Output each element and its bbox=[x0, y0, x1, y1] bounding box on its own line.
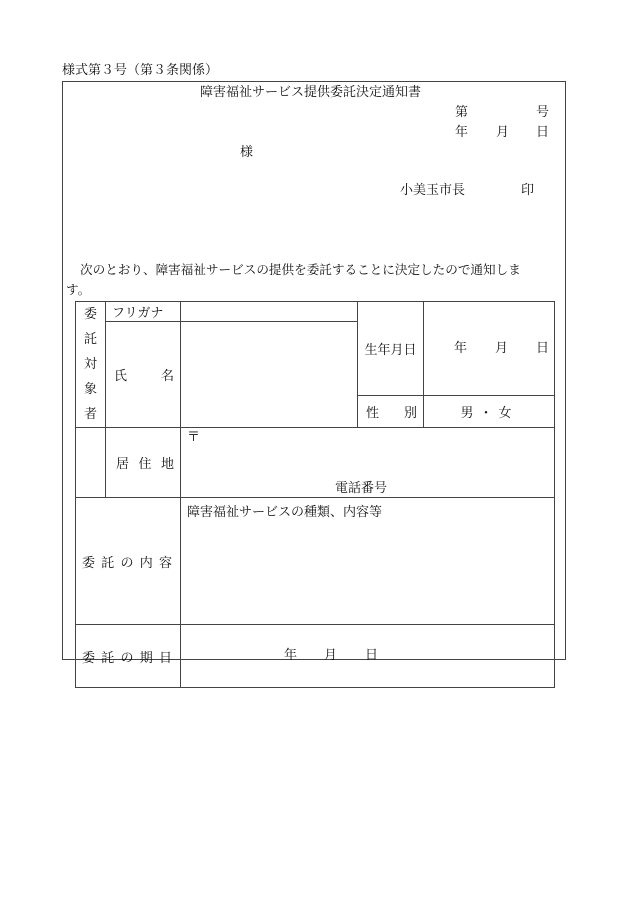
body-text-line2: す。 bbox=[66, 282, 91, 297]
period-field[interactable] bbox=[181, 625, 555, 688]
furigana-field[interactable] bbox=[181, 302, 358, 322]
gender-label-cell bbox=[358, 396, 424, 428]
content-label-char: 託 bbox=[101, 555, 115, 571]
name-field[interactable] bbox=[181, 322, 358, 428]
subject-header-char: 象 bbox=[83, 382, 97, 397]
phone-label: 電話番号 bbox=[335, 481, 388, 496]
subject-header-cont bbox=[76, 428, 106, 498]
form-number: 様式第３号（第３条関係） bbox=[62, 63, 219, 78]
birthdate-month: 月 bbox=[495, 340, 509, 356]
date-year: 年 bbox=[455, 125, 469, 140]
subject-header bbox=[76, 302, 106, 428]
subject-header-char: 対 bbox=[83, 357, 97, 372]
birthdate-field[interactable] bbox=[424, 302, 555, 396]
address-label-char: 住 bbox=[138, 457, 152, 472]
furigana-label: フリガナ bbox=[112, 306, 164, 321]
period-label-char: 日 bbox=[158, 650, 172, 666]
content-label-char: 内 bbox=[139, 555, 153, 571]
furigana-label-cell bbox=[106, 302, 181, 322]
address-label-char: 居 bbox=[116, 457, 130, 472]
birthdate-day: 日 bbox=[536, 340, 550, 356]
content-value: 障害福祉サービスの種類、内容等 bbox=[187, 505, 383, 520]
address-field[interactable] bbox=[181, 428, 555, 498]
period-year: 年 bbox=[284, 648, 298, 663]
name-label-char: 名 bbox=[160, 369, 174, 384]
period-label-char: 託 bbox=[101, 650, 115, 666]
gender-field[interactable] bbox=[424, 396, 555, 428]
body-text-line1: 次のとおり、障害福祉サービスの提供を委託することに決定したので通知しま bbox=[80, 262, 521, 277]
period-label-char: 期 bbox=[139, 650, 153, 666]
content-label-cell bbox=[76, 498, 181, 625]
date-day: 日 bbox=[536, 125, 550, 140]
gender-value: 男・女 bbox=[460, 406, 518, 421]
gender-label-char: 別 bbox=[403, 406, 417, 421]
content-field[interactable] bbox=[181, 498, 555, 625]
period-label-cell bbox=[76, 625, 181, 688]
birthdate-label: 生年月日 bbox=[364, 343, 417, 358]
subject-header-char: 託 bbox=[83, 332, 97, 347]
content-label-char: の bbox=[120, 555, 134, 571]
number-dai: 第 bbox=[455, 105, 469, 120]
issuer-name: 小美玉市長 bbox=[400, 183, 466, 198]
number-go: 号 bbox=[536, 105, 550, 120]
name-label-char: 氏 bbox=[114, 369, 128, 384]
subject-header-char: 委 bbox=[83, 307, 97, 322]
name-label-cell bbox=[106, 322, 181, 428]
content-label-char: 容 bbox=[158, 555, 172, 571]
period-day: 日 bbox=[365, 648, 379, 663]
addressee-suffix: 様 bbox=[240, 145, 254, 160]
seal-mark: 印 bbox=[521, 183, 535, 198]
birthdate-label-cell bbox=[358, 302, 424, 396]
period-label-char: 委 bbox=[82, 650, 96, 666]
postal-mark: 〒 bbox=[187, 430, 201, 445]
address-label-cell bbox=[106, 428, 181, 498]
address-label-char: 地 bbox=[160, 457, 174, 472]
period-label-char: の bbox=[120, 650, 134, 666]
notice-table bbox=[75, 301, 555, 688]
subject-header-char: 者 bbox=[83, 407, 97, 422]
period-month: 月 bbox=[324, 648, 338, 663]
date-month: 月 bbox=[496, 125, 510, 140]
birthdate-year: 年 bbox=[454, 340, 468, 356]
document-title: 障害福祉サービス提供委託決定通知書 bbox=[200, 85, 422, 100]
gender-label-char: 性 bbox=[366, 406, 380, 421]
content-label-char: 委 bbox=[82, 555, 96, 571]
